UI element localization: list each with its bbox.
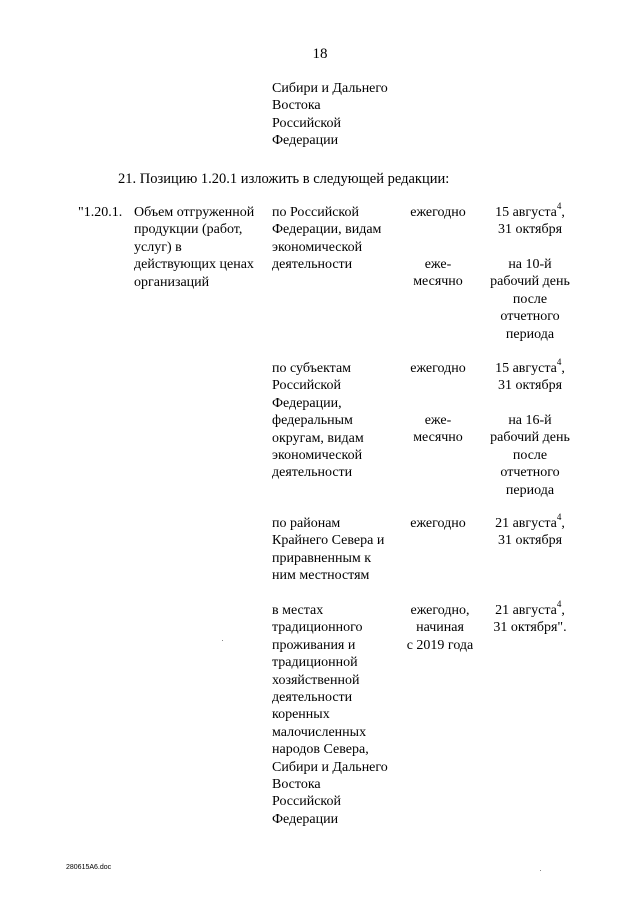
row-4-deadline-annual bbox=[482, 599, 578, 637]
subject-line: малочисленных bbox=[272, 724, 367, 740]
deadline-line: отчетного bbox=[500, 309, 560, 325]
frequency-line: месячно bbox=[413, 274, 463, 290]
intro-paragraph: 21. Позицию 1.20.1 изложить в следующей редакции: bbox=[118, 171, 450, 187]
frequency-line: еже- bbox=[424, 257, 452, 272]
row-2-deadline-monthly bbox=[482, 412, 578, 499]
deadline-line: 31 октября bbox=[497, 222, 563, 238]
row-4-subject bbox=[272, 602, 388, 828]
subject-line: в местах bbox=[272, 603, 324, 618]
subject-line: Сибири и Дальнего bbox=[272, 759, 388, 775]
scan-speck bbox=[222, 640, 223, 641]
scan-speck bbox=[540, 870, 541, 871]
subject-line: ним местностям bbox=[272, 568, 370, 584]
subject-line: деятельности bbox=[272, 257, 353, 273]
deadline-line: на 10-й bbox=[508, 257, 552, 272]
frequency-line: с 2019 года bbox=[406, 637, 474, 653]
subject-line: деятельности bbox=[272, 465, 353, 481]
frequency-line: еже- bbox=[424, 413, 452, 428]
row-3-deadline-annual bbox=[482, 512, 578, 550]
deadline-line: 31 октября". bbox=[493, 620, 567, 636]
deadline-line: 31 октября bbox=[497, 378, 563, 394]
name-line: продукции (работ, bbox=[134, 222, 243, 238]
frequency-line: ежегодно bbox=[410, 361, 466, 376]
document-filename: 280615A6.doc bbox=[66, 864, 112, 871]
deadline-line: после bbox=[512, 447, 548, 463]
deadline-line: рабочий день bbox=[490, 274, 570, 290]
frequency-line: месячно bbox=[413, 430, 463, 446]
deadline-line: периода bbox=[505, 482, 555, 498]
subject-line: экономической bbox=[272, 448, 363, 464]
name-line: услуг) в bbox=[134, 239, 182, 255]
subject-line: экономической bbox=[272, 239, 363, 255]
fragment-line: Сибири и Дальнего bbox=[272, 81, 388, 96]
subject-line: Востока bbox=[272, 777, 321, 793]
row-4-frequency-annual bbox=[400, 602, 480, 654]
subject-line: Крайнего Севера и bbox=[272, 533, 385, 549]
subject-line: коренных bbox=[272, 707, 330, 723]
subject-line: традиционной bbox=[272, 655, 358, 671]
subject-line: по районам bbox=[272, 516, 341, 531]
indicator-name bbox=[134, 204, 270, 291]
row-2-frequency-monthly bbox=[400, 412, 476, 447]
subject-line: деятельности bbox=[272, 690, 353, 706]
name-line: Объем отгруженной bbox=[134, 205, 255, 220]
subject-line: проживания и bbox=[272, 637, 356, 653]
subject-line: Российской bbox=[272, 378, 341, 394]
row-1-subject bbox=[272, 204, 381, 274]
subject-line: Федерации, видам bbox=[272, 222, 382, 238]
deadline-text: 21 августа bbox=[495, 603, 557, 618]
subject-line: Российской bbox=[272, 794, 341, 810]
continued-text-fragment bbox=[272, 80, 388, 150]
subject-line: федеральным bbox=[272, 413, 353, 429]
frequency-line: ежегодно bbox=[410, 516, 466, 531]
fragment-line: Российской bbox=[272, 115, 341, 131]
page-number: 18 bbox=[312, 46, 328, 62]
subject-line: по Российской bbox=[272, 205, 359, 220]
row-2-frequency-annual bbox=[400, 360, 476, 377]
deadline-line: 15 августа$^4$, bbox=[495, 201, 565, 220]
subject-line: Федерации, bbox=[272, 395, 342, 411]
deadline-line: 31 октября bbox=[497, 533, 563, 549]
deadline-text: 15 августа bbox=[495, 361, 557, 376]
frequency-line: начиная bbox=[416, 620, 464, 636]
deadline-text: 21 августа bbox=[495, 516, 557, 531]
footnote-mark: 4 bbox=[556, 512, 562, 523]
subject-line: хозяйственной bbox=[272, 672, 360, 688]
subject-line: округам, видам bbox=[272, 430, 364, 446]
row-3-subject bbox=[272, 515, 384, 585]
deadline-line: периода bbox=[505, 326, 555, 342]
deadline-text: 15 августа bbox=[495, 205, 557, 220]
frequency-line: ежегодно, bbox=[410, 603, 470, 618]
name-line: действующих ценах bbox=[134, 257, 254, 273]
deadline-line: 21 августа$^4$, bbox=[495, 512, 565, 531]
footnote-mark: 4 bbox=[556, 201, 562, 212]
subject-line: по субъектам bbox=[272, 361, 352, 376]
deadline-line: на 16-й bbox=[508, 413, 552, 428]
fragment-line: Востока bbox=[272, 98, 321, 114]
row-1-frequency-annual bbox=[400, 204, 476, 221]
footnote-mark: 4 bbox=[556, 357, 562, 368]
subject-line: Федерации bbox=[272, 811, 339, 827]
name-line: организаций bbox=[134, 274, 210, 290]
subject-line: традиционного bbox=[272, 620, 363, 636]
deadline-line: 21 августа$^4$, bbox=[495, 599, 565, 618]
position-code: "1.20.1. bbox=[78, 205, 123, 220]
deadline-line: отчетного bbox=[500, 465, 560, 481]
deadline-line: рабочий день bbox=[490, 430, 570, 446]
subject-line: приравненным к bbox=[272, 550, 372, 566]
fragment-line: Федерации bbox=[272, 133, 339, 149]
row-3-frequency-annual bbox=[400, 515, 476, 532]
row-2-deadline-annual bbox=[482, 357, 578, 395]
row-1-deadline-annual bbox=[482, 201, 578, 239]
row-1-frequency-monthly bbox=[400, 256, 476, 291]
deadline-line: 15 августа$^4$, bbox=[495, 357, 565, 376]
deadline-line: после bbox=[512, 291, 548, 307]
row-2-subject bbox=[272, 360, 364, 482]
frequency-line: ежегодно bbox=[410, 205, 466, 220]
subject-line: народов Севера, bbox=[272, 742, 369, 758]
row-1-deadline-monthly bbox=[482, 256, 578, 343]
footnote-mark: 4 bbox=[556, 599, 562, 610]
